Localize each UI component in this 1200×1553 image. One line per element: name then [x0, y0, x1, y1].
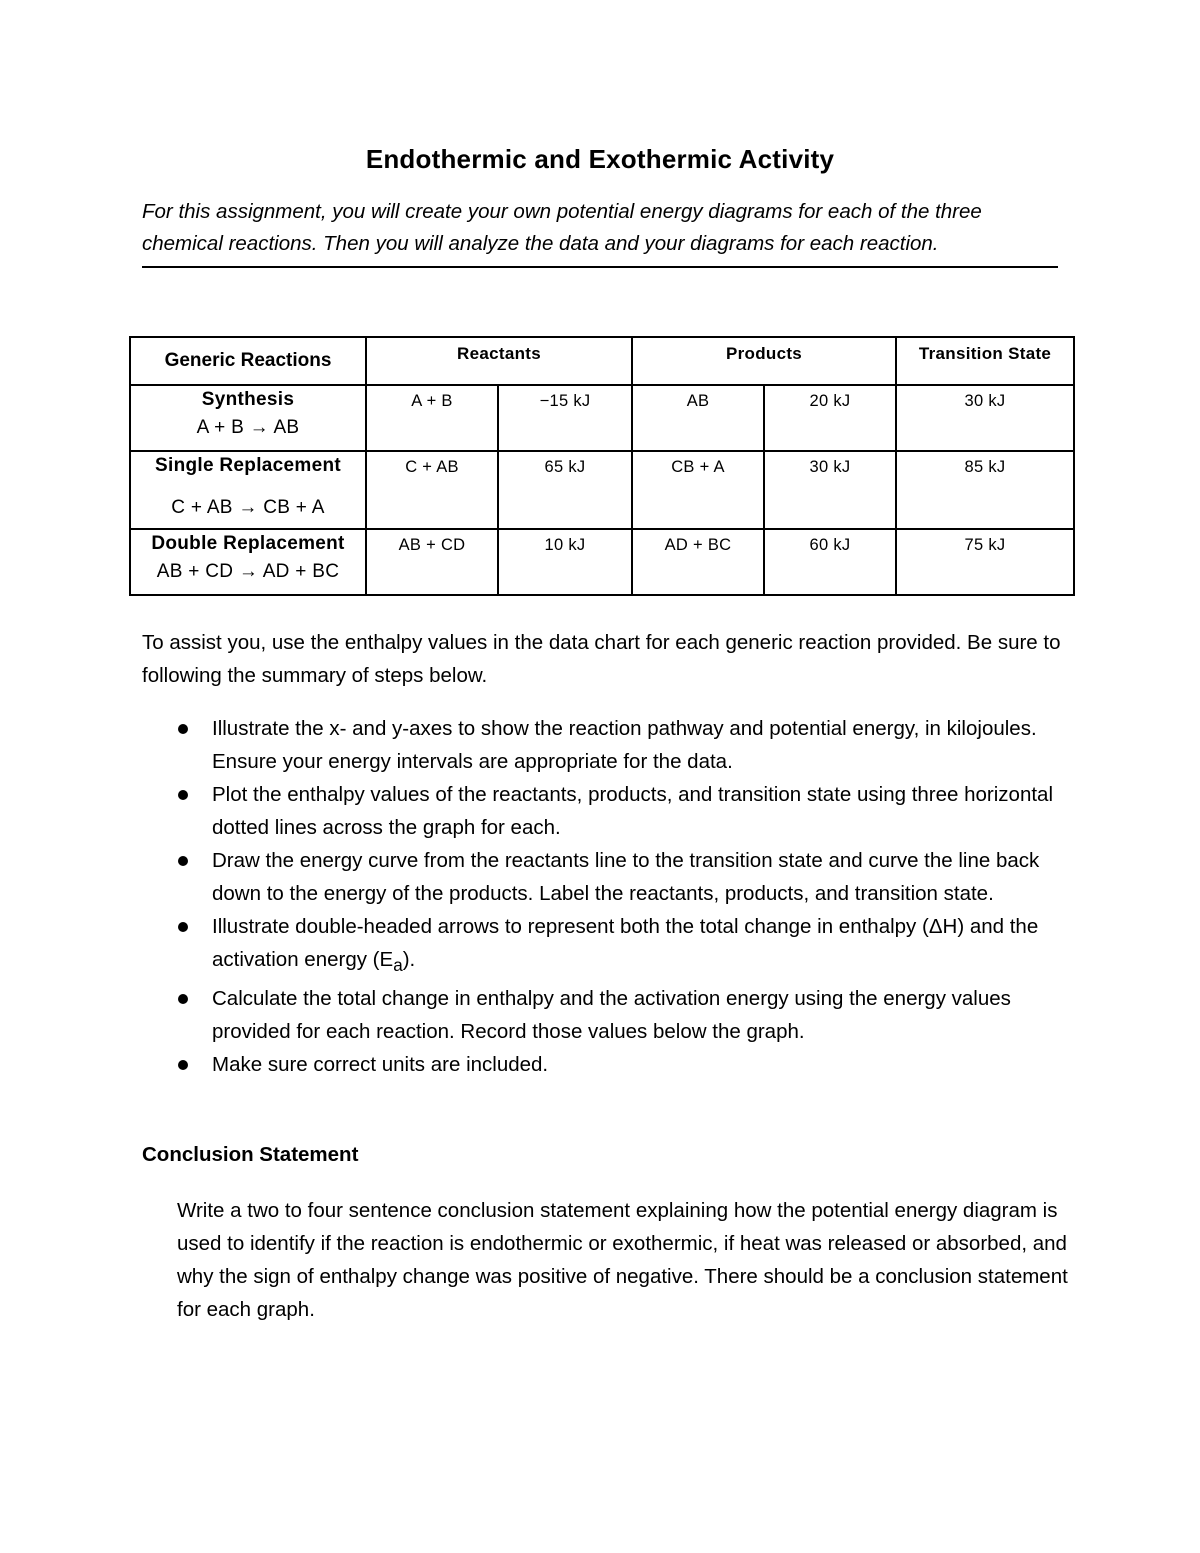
table-row [130, 529, 1074, 595]
step-text-after: ). [402, 948, 416, 971]
bullet-icon [178, 724, 188, 734]
reaction-name: Synthesis [201, 389, 295, 410]
reaction-name-cell [130, 451, 366, 529]
list-item [142, 910, 1072, 982]
product-energy-cell: 60 kJ [764, 529, 896, 595]
header-products: Products [632, 337, 896, 385]
step-text: Draw the energy curve from the reactants line to the transition state and curve the line back down to the energy of the products. Label the reactants, products, and transition state. [212, 849, 1040, 905]
table-row [130, 451, 1074, 529]
table-row [130, 385, 1074, 451]
reaction-equation: AB + CD → AD + BC [156, 561, 340, 582]
product-energy-cell: 20 kJ [764, 385, 896, 451]
intro-instructions: For this assignment, you will create your own potential energy diagrams for each of the three chemical reactions. Then you will analyze the data and your diagrams for each reaction. [142, 196, 1058, 268]
reaction-name: Single Replacement [155, 455, 341, 476]
header-generic-reactions: Generic Reactions [130, 337, 366, 385]
conclusion-heading: Conclusion Statement [142, 1143, 359, 1166]
products-cell: AD + BC [632, 529, 764, 595]
reactants-cell: A + B [366, 385, 498, 451]
products-cell: AB [632, 385, 764, 451]
conclusion-text: Write a two to four sentence conclusion statement explaining how the potential energy diagram is used to identify if the reaction is endothermic or exothermic, if heat was released or absorbed, and why the sign of enthalpy change was positive of negative. There should be a conclusion statement for each graph. [177, 1199, 1068, 1321]
products-cell: CB + A [632, 451, 764, 529]
bullet-icon [178, 1060, 188, 1070]
bullet-icon [178, 856, 188, 866]
steps-list [142, 712, 1072, 1081]
reaction-name-cell [130, 529, 366, 595]
reactants-cell: AB + CD [366, 529, 498, 595]
header-transition-state: Transition State [896, 337, 1074, 385]
bullet-icon [178, 922, 188, 932]
transition-energy-cell: 85 kJ [896, 451, 1074, 529]
list-item [142, 982, 1072, 1048]
reactants-cell: C + AB [366, 451, 498, 529]
assist-paragraph: To assist you, use the enthalpy values in the data chart for each generic reaction provided. Be sure to following the summary of steps below. [142, 631, 1061, 687]
step-text: Make sure correct units are included. [212, 1053, 549, 1077]
reactant-energy-cell: 65 kJ [498, 451, 632, 529]
bullet-icon [178, 994, 188, 1004]
step-text-before: Illustrate double-headed arrows to represent both the total change in enthalpy (ΔH) and the activation energy (E [212, 915, 1039, 971]
reaction-equation: A + B → AB [196, 417, 300, 438]
bullet-icon [178, 790, 188, 800]
list-item [142, 712, 1072, 778]
header-reactants: Reactants [366, 337, 632, 385]
step-text: Illustrate the x- and y-axes to show the reaction pathway and potential energy, in kilojoules. Ensure your energy intervals are appropriate for the data. [212, 717, 1037, 773]
reaction-equation: C + AB → CB + A [171, 497, 325, 518]
step-text [212, 915, 1039, 976]
table-header-row [130, 337, 1074, 385]
step-text: Calculate the total change in enthalpy and the activation energy using the energy values provided for each reaction. Record those values below the graph. [212, 987, 1011, 1044]
step-text: Plot the enthalpy values of the reactants, products, and transition state using three horizontal dotted lines across the graph for each. [212, 783, 1054, 839]
transition-energy-cell: 75 kJ [896, 529, 1074, 595]
list-item [142, 1048, 1072, 1081]
page-title: Endothermic and Exothermic Activity [365, 144, 835, 174]
subscript-a: a [393, 956, 403, 976]
list-item [142, 844, 1072, 910]
reactant-energy-cell: −15 kJ [498, 385, 632, 451]
transition-energy-cell: 30 kJ [896, 385, 1074, 451]
reaction-name-cell [130, 385, 366, 451]
reaction-data-table [129, 336, 1075, 596]
product-energy-cell: 30 kJ [764, 451, 896, 529]
reactant-energy-cell: 10 kJ [498, 529, 632, 595]
list-item [142, 778, 1072, 844]
reaction-name: Double Replacement [151, 533, 345, 554]
